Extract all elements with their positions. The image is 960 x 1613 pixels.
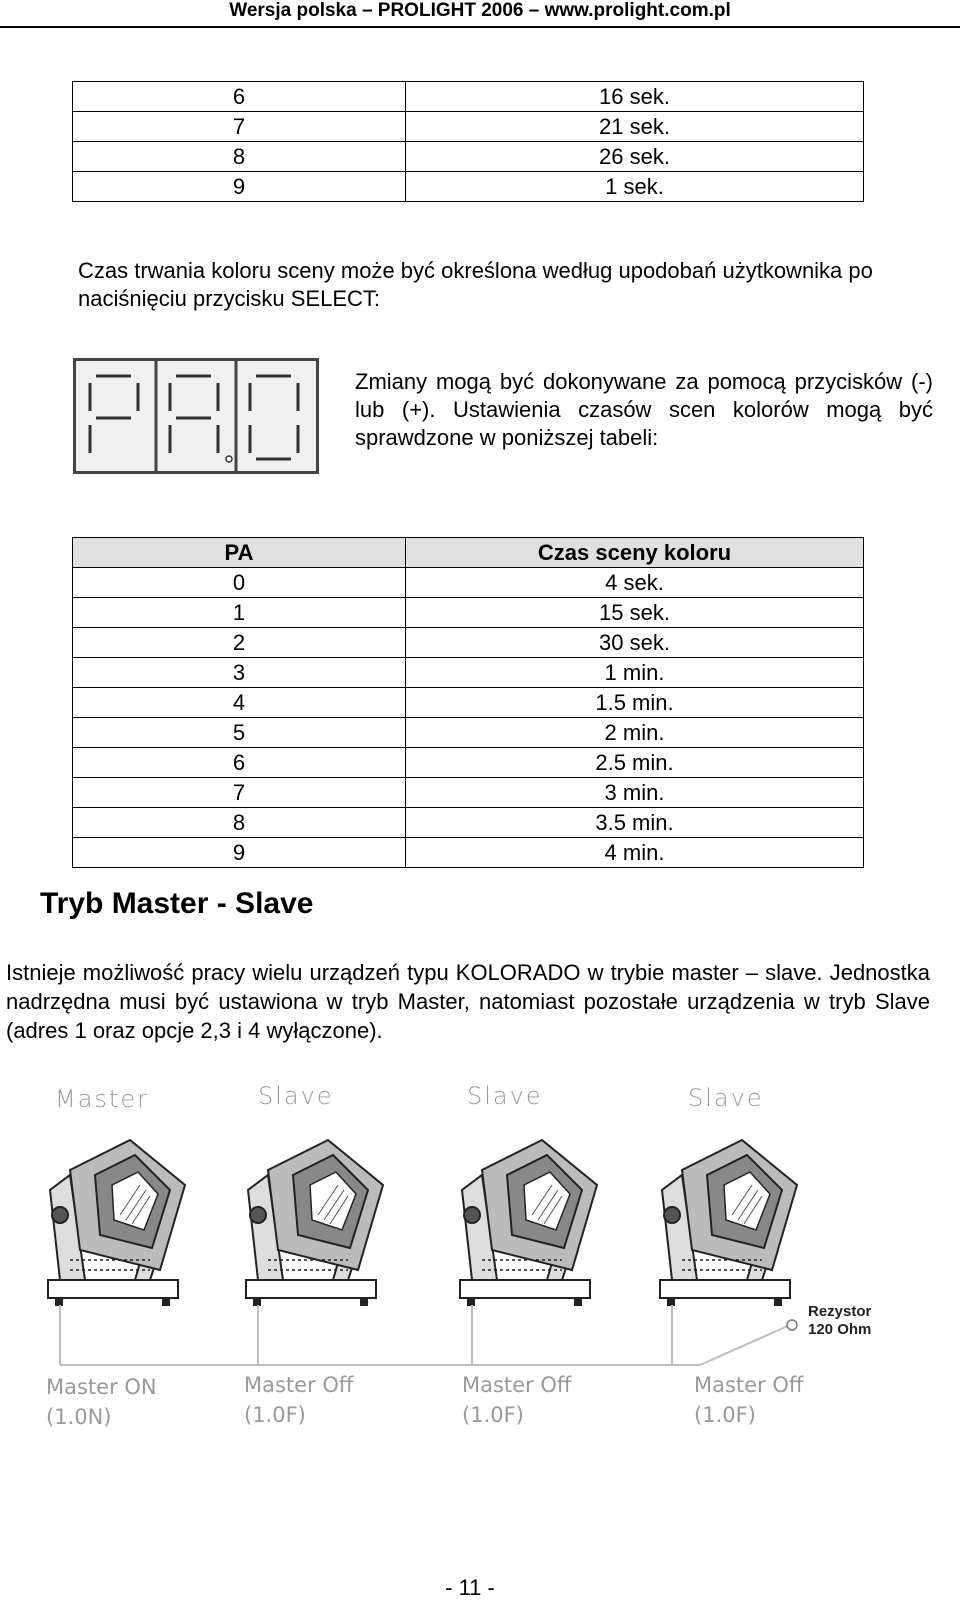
table-cell: 16 sek.: [406, 82, 864, 112]
fixture-mode-label: [462, 1370, 571, 1430]
led-display: [73, 358, 319, 474]
page-number: - 11 -: [445, 1575, 495, 1600]
fixture-mode-text: Master Off: [244, 1373, 354, 1397]
table-cell: 2 min.: [406, 718, 864, 748]
page-header: Wersja polska – PROLIGHT 2006 – www.prolight.com.pl: [0, 0, 960, 28]
table-row: [73, 112, 864, 142]
master-slave-wiring-diagram: [0, 1120, 960, 1380]
table-row: [73, 778, 864, 808]
paragraph-adjust-info: Zmiany mogą być dokonywane za pomocą przycisków (-) lub (+). Ustawienia czasów scen kolorów mogą być sprawdzone w poniższej tabeli:: [355, 369, 933, 450]
table-cell: 2.5 min.: [406, 748, 864, 778]
resistor-terminator-icon: [787, 1320, 797, 1330]
fixture-icon: [660, 1140, 797, 1306]
table-cell: 30 sek.: [406, 628, 864, 658]
fixture-mode-label: [694, 1370, 803, 1430]
fixture-role-label: Master: [55, 1085, 149, 1113]
table-cell: 1 min.: [406, 658, 864, 688]
resistor-label-line: 120 Ohm: [808, 1321, 872, 1338]
table-row: [73, 808, 864, 838]
table-cell: 8: [73, 808, 406, 838]
resistor-label: [808, 1303, 871, 1339]
table-cell: 15 sek.: [406, 598, 864, 628]
fixture-role-label: Slave: [688, 1084, 764, 1112]
resistor-label-line: Rezystor: [808, 1303, 872, 1320]
table-cell: 1.5 min.: [406, 688, 864, 718]
table-row: [73, 628, 864, 658]
fixture-role-label: Slave: [258, 1082, 334, 1110]
table-cell: 7: [73, 112, 406, 142]
table-cell: 1 sek.: [406, 172, 864, 202]
table-row: [73, 598, 864, 628]
table-cell: 7: [73, 778, 406, 808]
seven-segment-display-icon: [76, 361, 316, 471]
fixture-icon: [460, 1140, 597, 1306]
fixture-mode-text: Master Off: [694, 1373, 804, 1397]
table-cell: 4: [73, 688, 406, 718]
column-header-pa: PA: [73, 538, 406, 568]
table-cell: 3: [73, 658, 406, 688]
table-cell: 0: [73, 568, 406, 598]
table-row: [73, 568, 864, 598]
table-row: [73, 82, 864, 112]
table-row: [73, 688, 864, 718]
fixture-mode-label: [244, 1370, 353, 1430]
table-cell: 3 min.: [406, 778, 864, 808]
paragraph-master-slave: Istnieje możliwość pracy wielu urządzeń typu KOLORADO w trybie master – slave. Jednostka nadrzędna musi być ustawiona w tryb Master, natomiast pozostałe urządzenia w tryb Slave (adres 1 oraz opcje 2,3 i 4 wyłączone).: [6, 960, 930, 1043]
table-cell: 26 sek.: [406, 142, 864, 172]
table-cell: 2: [73, 628, 406, 658]
table-row: [73, 658, 864, 688]
table-header-row: [73, 538, 864, 568]
table-cell: 9: [73, 172, 406, 202]
table-cell: 1: [73, 598, 406, 628]
fixture-role-label: Slave: [467, 1082, 543, 1110]
table-cell: 3.5 min.: [406, 808, 864, 838]
table-cell: 4 min.: [406, 838, 864, 868]
table-row: [73, 838, 864, 868]
fixture-icon: [48, 1140, 185, 1306]
table-cell: 6: [73, 82, 406, 112]
table-row: [73, 172, 864, 202]
paragraph-select-intro: Czas trwania koloru sceny może być określona według upodobań użytkownika po naciśnięciu przycisku SELECT:: [78, 258, 873, 311]
table-cell: 6: [73, 748, 406, 778]
table-row: [73, 142, 864, 172]
table-cell: 9: [73, 838, 406, 868]
table-cell: 8: [73, 142, 406, 172]
fixture-mode-label: [46, 1372, 157, 1432]
scene-time-table: [72, 537, 864, 868]
fixture-icon: [246, 1140, 383, 1306]
fixture-mode-text: Master Off: [462, 1373, 572, 1397]
fixture-mode-code: (1.0F): [694, 1403, 756, 1427]
scene-time-table-continued: [72, 81, 864, 202]
table-cell: 4 sek.: [406, 568, 864, 598]
column-header-scene-time: Czas sceny koloru: [406, 538, 864, 568]
fixture-mode-code: (1.0N): [46, 1405, 112, 1429]
table-row: [73, 718, 864, 748]
fixture-mode-text: Master ON: [46, 1375, 157, 1399]
section-title: Tryb Master - Slave: [40, 887, 314, 920]
fixture-mode-code: (1.0F): [462, 1403, 524, 1427]
table-cell: 21 sek.: [406, 112, 864, 142]
table-row: [73, 748, 864, 778]
fixture-mode-code: (1.0F): [244, 1403, 306, 1427]
table-cell: 5: [73, 718, 406, 748]
